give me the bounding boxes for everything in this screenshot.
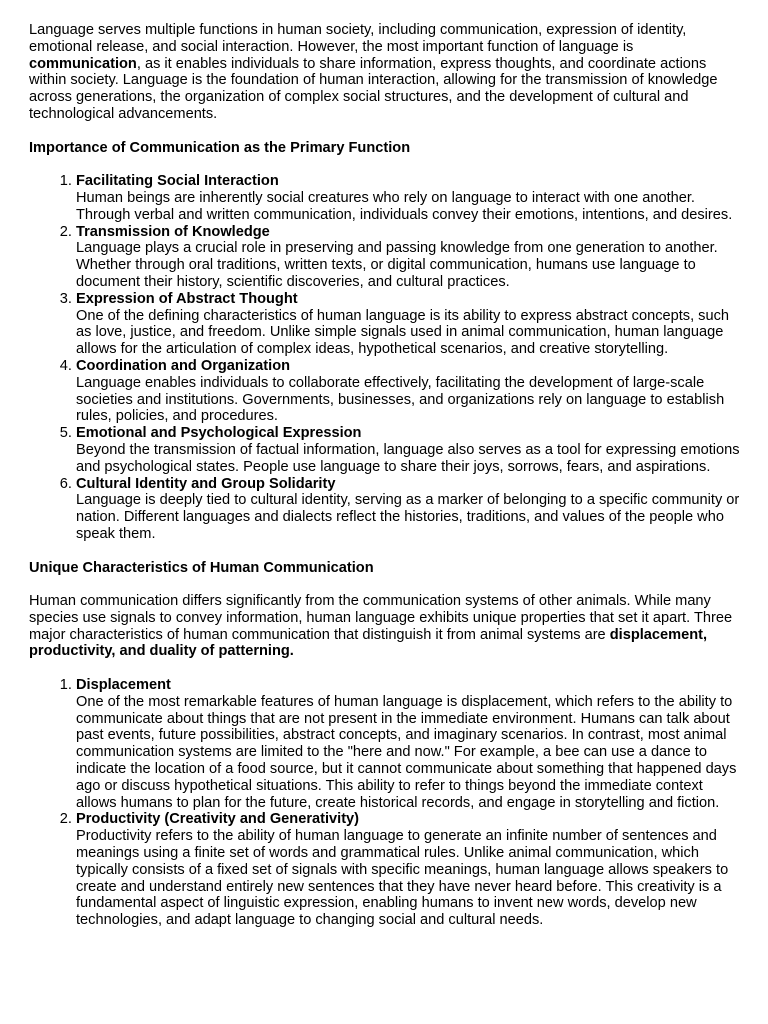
list-item-body: Language plays a crucial role in preserving and passing knowledge from one generation to another. Whether through oral traditions, written texts, or digital communication, humans use language to document their history, scientific discoveries, and cultural practices. <box>76 240 718 290</box>
unique-intro-bold: displacement, productivity, and duality of patterning. <box>29 626 708 660</box>
characteristics-list <box>29 677 743 929</box>
list-item-title: 5. Emotional and Psychological Expression <box>76 425 362 442</box>
list-item-title: 2. Productivity (Creativity and Generativity) <box>76 811 360 828</box>
list-item-title: 2. Transmission of Knowledge <box>76 223 270 240</box>
importance-list <box>29 173 743 543</box>
unique-intro-paragraph <box>29 593 743 660</box>
intro-paragraph <box>29 22 743 123</box>
spacer <box>29 576 743 593</box>
spacer <box>29 156 743 173</box>
list-item-title: 3. Expression of Abstract Thought <box>76 290 298 307</box>
list-item-title: 1. Displacement <box>76 677 171 694</box>
list-item-body: One of the defining characteristics of human language is its ability to express abstract concepts, such as love, justice, and freedom. Unlike simple signals used in animal communication, human language allows for the articulation of complex ideas, hypothetical scenarios, and creative storytelling. <box>76 307 730 358</box>
list-item <box>76 173 743 223</box>
list-item <box>76 358 743 425</box>
unique-intro-text: Human communication differs significantly from the communication systems of other animals. While many species use signals to convey information, human language exhibits unique properties that set it apart. Three major characteristics of human communication that distinguish it from animal systems are <box>29 593 733 643</box>
section-heading-importance: Importance of Communication as the Primary Function <box>29 139 411 156</box>
list-item-body: Language enables individuals to collaborate effectively, facilitating the development of large-scale societies and institutions. Governments, businesses, and organizations rely on language to establish rules, policies, and procedures. <box>76 374 725 425</box>
document-page <box>29 22 743 929</box>
list-item <box>76 224 743 291</box>
spacer <box>29 660 743 677</box>
list-item-body: Beyond the transmission of factual information, language also serves as a tool for expressing emotions and psychological states. People use language to share their joys, sorrows, fears, and aspirations. <box>76 441 740 475</box>
spacer <box>29 123 743 140</box>
list-item-body: Language is deeply tied to cultural identity, serving as a marker of belonging to a specific community or nation. Different languages and dialects reflect the histories, traditions, and values of the people who speak them. <box>76 492 740 542</box>
list-item <box>76 291 743 358</box>
list-item-title: 6. Cultural Identity and Group Solidarity <box>76 475 336 492</box>
list-item <box>76 677 743 811</box>
list-item-body: Human beings are inherently social creatures who rely on language to interact with one another. Through verbal and written communication, individuals convey their emotions, intentions, and desires. <box>76 189 733 223</box>
list-item-body: One of the most remarkable features of human language is displacement, which refers to the ability to communicate about things that are not present in the immediate environment. Humans can talk about past events, future possibilities, abstract concepts, and imaginary scenarios. In contrast, most animal communication systems are limited to the "here and now." For example, a bee can use a dance to indicate the location of a food source, but it cannot communicate about something that happened days ago or discuss hypothetical situations. This ability to refer to things beyond the immediate context allows humans to plan for the future, create historical records, and engage in storytelling and fiction. <box>76 693 737 811</box>
list-item-title: 1. Facilitating Social Interaction <box>76 173 279 190</box>
list-item <box>76 811 743 929</box>
list-item <box>76 425 743 475</box>
list-item-title: 4. Coordination and Organization <box>76 357 291 374</box>
spacer <box>29 543 743 560</box>
intro-bold-communication: communication <box>29 55 137 72</box>
list-item <box>76 476 743 543</box>
intro-text-1: Language serves multiple functions in human society, including communication, expression of identity, emotional release, and social interaction. However, the most important function of language is <box>29 22 687 55</box>
section-heading-unique: Unique Characteristics of Human Communication <box>29 559 374 576</box>
intro-text-2: , as it enables individuals to share information, express thoughts, and coordinate actions within society. Language is the foundation of human interaction, allowing for the transmission of knowledge across generations, the organization of complex social structures, and the development of cultural and technological advancements. <box>29 55 718 122</box>
list-item-body: Productivity refers to the ability of human language to generate an infinite number of sentences and meanings using a finite set of words and grammatical rules. Unlike animal communication, which typically consists of a fixed set of signals with specific meanings, human language allows speakers to create and understand entirely new sentences that they have never heard before. This creativity is a fundamental aspect of linguistic expression, enabling humans to invent new words, develop new technologies, and adapt language to changing social and cultural needs. <box>76 828 729 929</box>
